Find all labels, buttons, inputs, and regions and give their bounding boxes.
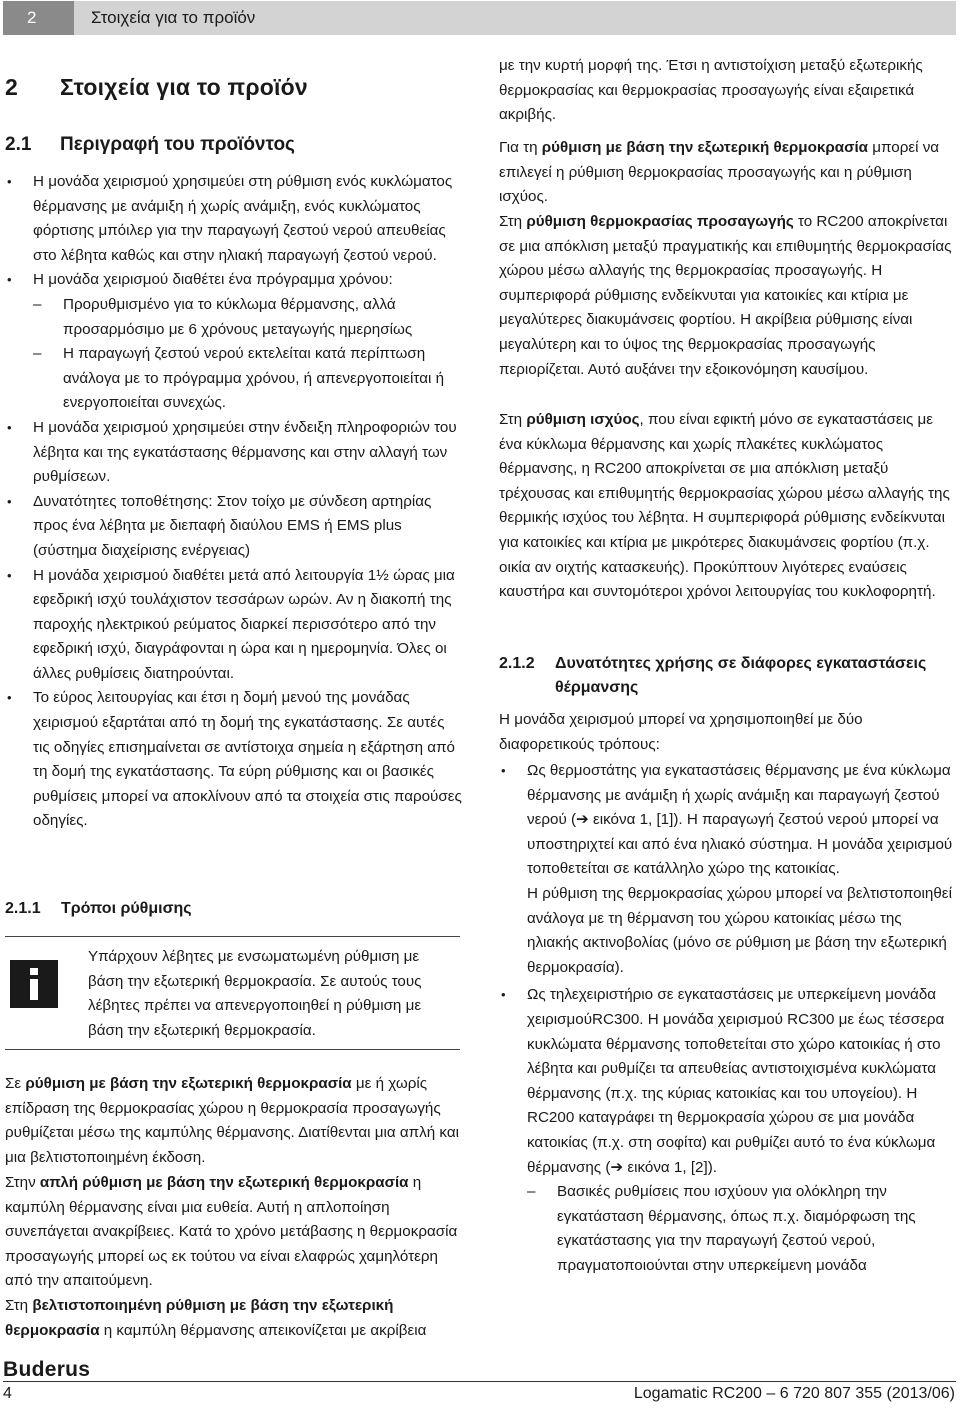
list-item: • Ως τηλεχειριστήριο σε εγκαταστάσεις με υπερκείμενη μονάδα χειρισμούRC300. Η μονάδα χειρισμού RC300 με έως τέσσερα κυκλώματα θέρμανσης τοποθετείται στο χώρο κατοικίας ή στο λέβητα και ρυθμίζει τα απευθείας αντιστοιχισμένα κυκλώματα θέρμανσης (π.χ. της κύριας κατοικίας και του υπογείου). Η RC200 καταγράφει τη θερμοκρασία χώρου σε μια μονάδα κατοικίας (π.χ. στη σοφίτα) και ρυθμίζει αυτό το ένα κύκλωμα θέρμανσης (➔ εικόνα 1, [2]).	[501, 986, 945, 1176]
info-icon	[10, 960, 58, 1008]
list-subitem: – Βασικές ρυθμίσεις που ισχύουν για ολόκληρη την εγκατάσταση θέρμανσης, όπως π.χ. διαμόρφωση της εγκατάστασης για την παραγωγή ζεστού νερού, πραγματοποιούνται στην υπερκείμενη μονάδα	[527, 1183, 916, 1274]
right-continuation: με την κυρτή μορφή της. Έτσι η αντιστοίχιση μεταξύ εξωτερικής θερμοκρασίας και θερμοκρασίας προσαγωγής είναι εξαιρετικά ακριβής.	[499, 57, 923, 124]
subsubsection-heading	[5, 900, 192, 918]
section-title: Στοιχεία για το προϊόν	[60, 74, 308, 100]
list-subitem: – Προρυθμισμένο για το κύκλωμα θέρμανσης, αλλά προσαρμόσιμο με 6 χρόνους μεταγωγής ημερησίως	[33, 295, 413, 338]
right-paragraph-3: Στη ρύθμιση ισχύος, που είναι εφικτή μόνο σε εγκαταστάσεις με ένα κύκλωμα θέρμανσης και χωρίς πλακέτες κυκλώματος θέρμανσης, η RC200 αποκρίνεται σε μια απόκλιση μεταξύ τρέχουσας και επιθυμητής θερμοκρασίας χώρου μέσω αλλαγής της θερμικής ισχύος του λέβητα. Η συμπεριφορά ρύθμισης ενδείκνυται για κατοικίες και κτίρια με μικρότερες διακυμάνσεις φορτίου (π.χ. οικία αν οιχτής κατασκευής). Προκύπτουν λιγότερες εναύσεις καυστήρα και συντομότεροι χρόνοι λειτουργίας του κυκλοφορητή.	[499, 411, 950, 601]
right-intro: Η μονάδα χειρισμού μπορεί να χρησιμοποιηθεί με δύο διαφορετικούς τρόπους:	[499, 711, 863, 753]
left-paragraph-1: Σε ρύθμιση με βάση την εξωτερική θερμοκρασία με ή χωρίς επίδραση της θερμοκρασίας χώρου η θερμοκρασία προσαγωγής ρυθμίζεται μέσω της καμπύλης θέρμανσης. Διατίθενται μια απλή και μια βελτιστοποιημένη έκδοση.	[5, 1075, 459, 1166]
header-bar	[3, 1, 956, 35]
list-item: • Η μονάδα χειρισμού χρησιμεύει στη ρύθμιση ενός κυκλώματος θέρμανσης με ανάμιξη ή χωρίς ανάμιξη, ενός κυκλώματος φόρτισης μπόιλερ για την παραγωγή ζεστού νερού απευθείας στο λέβητα καθώς και στην ηλιακή παραγωγή ζεστού νερού.	[7, 173, 453, 264]
right-paragraph-1: Για τη ρύθμιση με βάση την εξωτερική θερμοκρασία μπορεί να επιλεγεί η ρύθμιση θερμοκρασίας προσαγωγής και η ρύθμιση ισχύος.	[499, 139, 940, 206]
subsubsection-title: Τρόποι ρύθμισης	[61, 900, 192, 917]
list-item: • Δυνατότητες τοποθέτησης: Στον τοίχο με σύνδεση αρτηρίας προς ένα λέβητα με διεπαφή διαύλου EMS ή EMS plus (σύστημα διαχείρισης ενέργειας)	[7, 492, 432, 559]
right-bullets	[499, 759, 955, 1278]
left-paragraph-2: Στην απλή ρύθμιση με βάση την εξωτερική θερμοκρασία η καμπύλη θέρμανσης είναι μια ευθεία. Αυτή η απλοποίηση συνεπάγεται ανακρίβειες. Κατά το χρόνο μετάβασης η θερμοκρασία προσαγωγής μπορεί ως εκ τούτου να είναι ελαφρώς χαμηλότερη από την απαιτούμενη.	[5, 1174, 458, 1290]
header-chapter-title: Στοιχεία για το προϊόν	[91, 8, 256, 27]
list-item: • Η μονάδα χειρισμού διαθέτει ένα πρόγραμμα χρόνου:	[7, 271, 393, 289]
subsubsection-number: 2.1.1	[5, 900, 41, 917]
list-item: • Ως θερμοστάτης για εγκαταστάσεις θέρμανσης με ένα κύκλωμα θέρμανσης με ανάμιξη ή χωρίς ανάμιξη και παραγωγή ζεστού νερού (➔ εικόνα 1, [1]). Η παραγωγή ζεστού νερού μπορεί να υποστηριχτεί και από ένα ηλιακό σύστημα. Η μονάδα χειρισμού τοποθετείται σε κατάλληλο χώρο της κατοικίας.	[501, 762, 953, 878]
section-heading	[5, 74, 308, 101]
subsubsection-number-2: 2.1.2	[499, 655, 535, 672]
left-bullets	[5, 170, 465, 834]
footer-rule	[3, 1381, 956, 1382]
subsection-number: 2.1	[5, 134, 32, 155]
left-paragraph-3: Στη βελτιστοποιημένη ρύθμιση με βάση την εξωτερική θερμοκρασία η καμπύλη θέρμανσης απεικονίζεται με ακρίβεια	[5, 1297, 427, 1339]
info-note: Υπάρχουν λέβητες με ενσωματωμένη ρύθμιση με βάση την εξωτερική θερμοκρασία. Σε αυτούς τους λέβητες πρέπει να απενεργοποιηθεί η ρύθμιση με βάση την εξωτερική θερμοκρασία.	[88, 948, 422, 1039]
list-item: • Η μονάδα χειρισμού χρησιμεύει στην ένδειξη πληροφοριών του λέβητα και της εγκατάστασης θέρμανσης και στην αλλαγή των ρυθμίσεων.	[7, 418, 457, 486]
header-chapter-number: 2	[3, 1, 74, 35]
brand-logo: Buderus	[3, 1358, 91, 1381]
list-item: • Το εύρος λειτουργίας και έτσι η δομή μενού της μονάδας χειρισμού εξαρτάται από τη δομή της εγκατάστασης. Σε αυτές τις οδηγίες επισημαίνεται σε αντίστοιχα σημεία η εξάρτηση από τη δομή της εγκατάστασης. Τα εύρη ρύθμισης και οι βασικές ρυθμίσεις μπορεί να αποκλίνουν από τα στοιχεία στις παρούσες οδηγίες.	[7, 689, 462, 830]
subsection-heading	[5, 134, 295, 156]
section-number: 2	[5, 74, 18, 100]
right-paragraph-2: Στη ρύθμιση θερμοκρασίας προσαγωγής το RC200 αποκρίνεται σε μια απόκλιση μεταξύ πραγματικής και επιθυμητής θερμοκρασίας χώρου μέσω αλλαγής της θερμοκρασίας προσαγωγής. Η συμπεριφορά ρύθμισης ενδείκνυται για κατοικίες και κτίρια με μεγαλύτερες διακυμάνσεις φορτίου. Η ακρίβεια ρύθμισης είναι μεγαλύτερη και το ύψος της θερμοκρασίας προσαγωγής περιορίζεται. Αυτό αυξάνει την εξοικονόμηση καυσίμου.	[499, 213, 952, 378]
subsection-title: Περιγραφή του προϊόντος	[60, 134, 295, 155]
list-subitem: – Η παραγωγή ζεστού νερού εκτελείται κατά περίπτωση ανάλογα με το πρόγραμμα χρόνου, ή απενεργοποιείται ή ενεργοποιείται συνεχώς.	[33, 345, 445, 412]
document-id: Logamatic RC200 – 6 720 807 355 (2013/06)	[633, 1385, 955, 1402]
subsubsection-title-2: Δυνατότητες χρήσης σε διάφορες εγκαταστάσεις θέρμανσης	[555, 655, 927, 696]
list-item-continuation: Η ρύθμιση της θερμοκρασίας χώρου μπορεί να βελτιστοποιηθεί ανάλογα με τη θέρμανση του χώρου κατοικίας μέσω της ηλιακής ακτινοβολίας (μόνο σε ρύθμιση με βάση την εξωτερική θερμοκρασία).	[527, 884, 952, 976]
page-number: 4	[3, 1385, 12, 1402]
list-item: • Η μονάδα χειρισμού διαθέτει μετά από λειτουργία 1½ ώρας μια εφεδρική ισχύ τουλάχιστον τεσσάρων ωρών. Αν η διακοπή της παροχής ηλεκτρικού ρεύματος διαρκεί περισσότερο από την εφεδρική ισχύ, διαγράφονται η ώρα και η ημερομηνία. Όλες οι άλλες ρυθμίσεις διατηρούνται.	[7, 566, 455, 682]
info-rule-bottom	[5, 1049, 460, 1050]
subsubsection-heading-2	[499, 652, 955, 700]
info-rule-top	[5, 936, 460, 937]
